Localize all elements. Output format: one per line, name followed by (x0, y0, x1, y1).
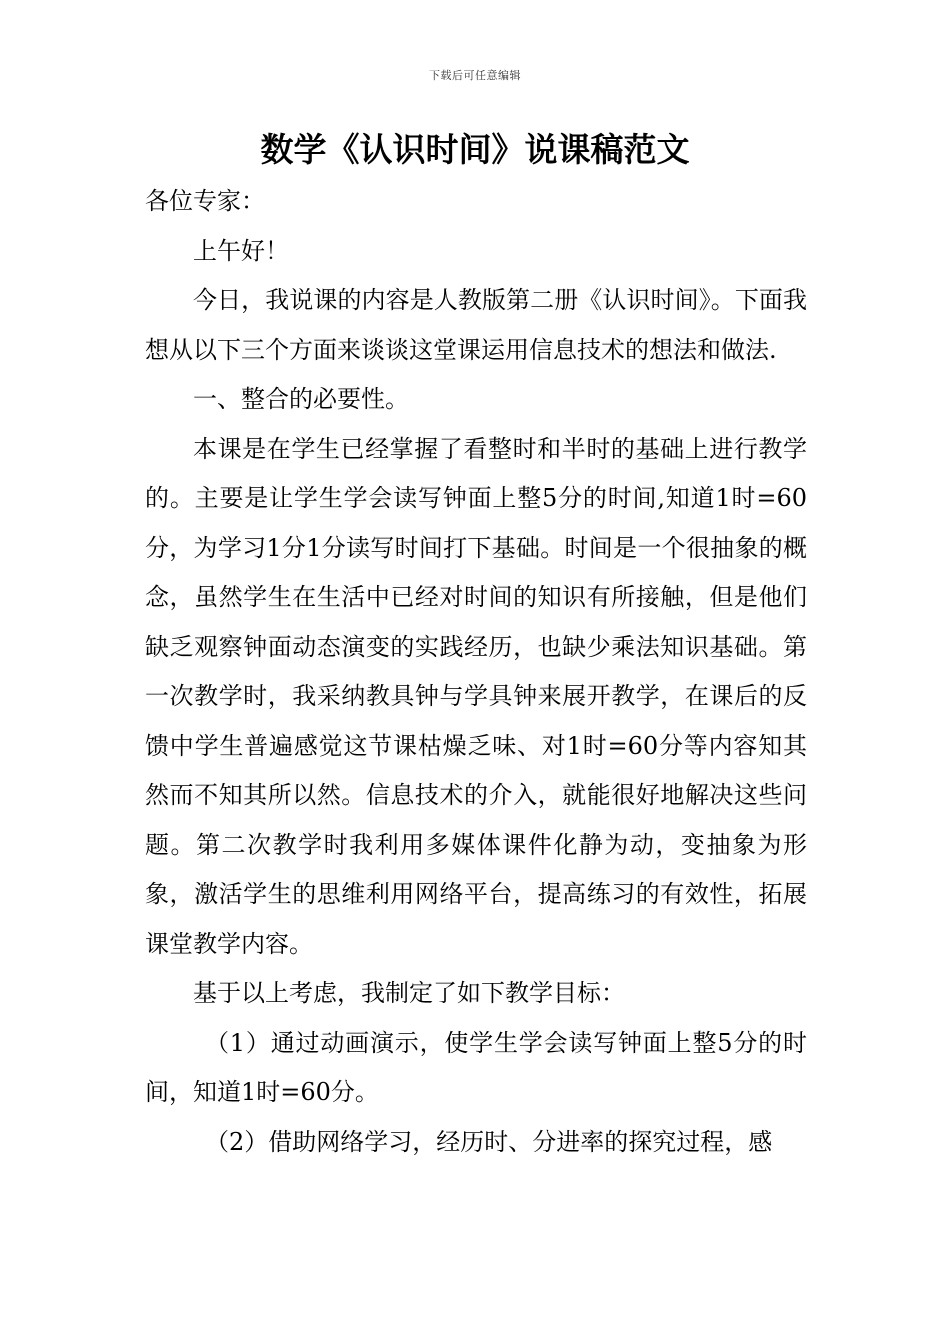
objective-item: （1）通过动画演示，使学生学会读写钟面上整5分的时间，知道1时=60分。 (145, 1028, 807, 1106)
body-paragraph: 本课是在学生已经掌握了看整时和半时的基础上进行教学的。主要是让学生学会读写钟面上整5分的时间,知道1时=60分，为学习1分1分读写时间打下基础。时间是一个很抽象的概念，虽然学生在生活中已经对时间的知识有所接触，但是他们缺乏观察钟面动态演变的实践经历，也缺少乘法知识基础。第一次教学时，我采纳教具钟与学具钟来展开教学，在课后的反馈中学生普遍感觉这节课枯燥乏味、对1时=60分等内容知其然而不知其所以然。信息技术的介入，就能很好地解决这些问题。第二次教学时我利用多媒体课件化静为动，变抽象为形象，激活学生的思维利用网络平台，提高练习的有效性，拓展课堂教学内容。 (145, 434, 807, 958)
objective-item: （2）借助网络学习，经历时、分进率的探究过程，感 (205, 1127, 773, 1156)
salutation: 各位专家： (145, 187, 265, 215)
document-title: 数学《认识时间》说课稿范文 (260, 130, 690, 169)
document-body (145, 177, 807, 1167)
page-header: 下载后可任意编辑 (429, 69, 521, 82)
greeting: 上午好！ (193, 236, 289, 265)
section-heading: 一、整合的必要性。 (193, 385, 409, 413)
intro-paragraph: 今日，我说课的内容是人教版第二册《认识时间》。下面我想从以下三个方面来谈谈这堂课运用信息技术的想法和做法. (145, 286, 807, 364)
objectives-intro: 基于以上考虑，我制定了如下教学目标： (193, 979, 625, 1007)
